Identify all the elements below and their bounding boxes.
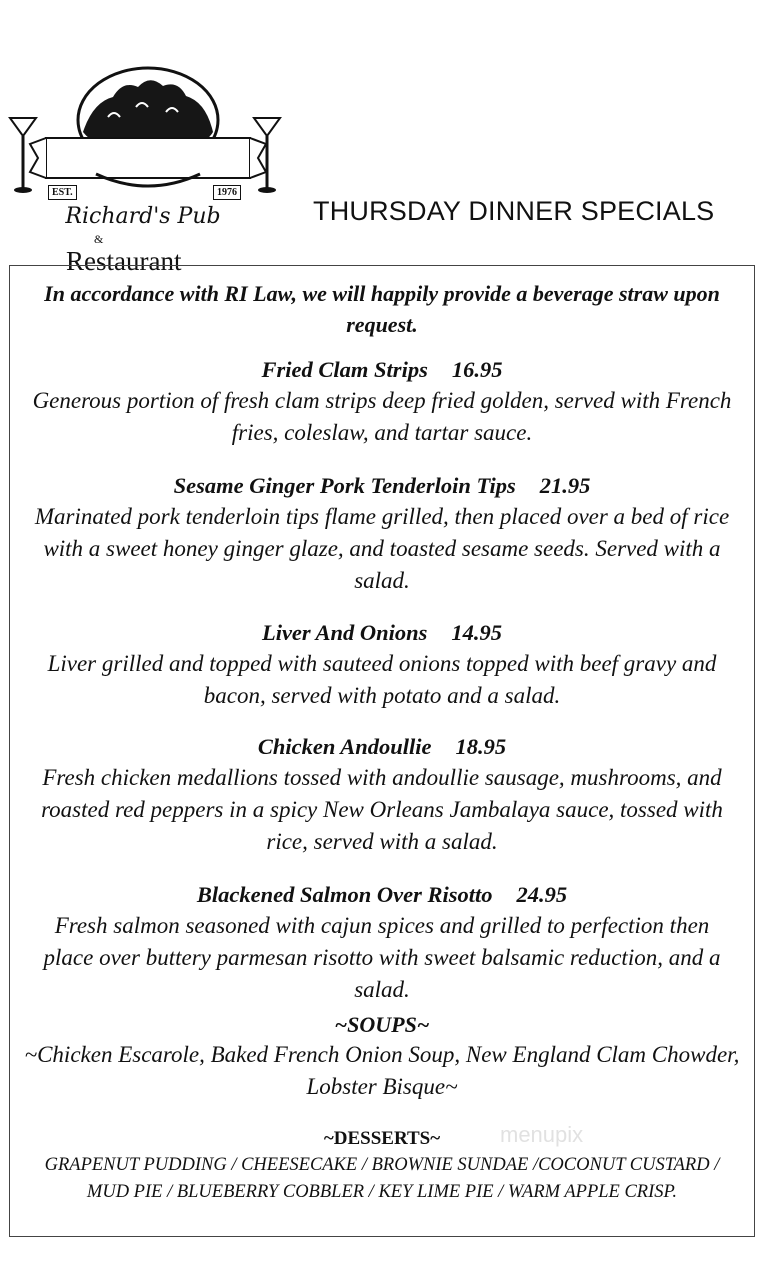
dish-name: Blackened Salmon Over Risotto [196, 882, 493, 907]
dish-name: Liver And Onions [261, 620, 428, 645]
dish-name: Fried Clam Strips [261, 357, 428, 382]
dish-description: Generous portion of fresh clam strips deep fried golden, served with French fries, coleslaw, and tartar sauce. [32, 388, 732, 445]
dish-item [10, 880, 754, 1006]
pub-name: Richard's Pub [65, 204, 221, 229]
dish-title [10, 618, 754, 648]
dish-title [10, 880, 754, 910]
dish-description: Marinated pork tenderloin tips flame grilled, then placed over a bed of rice with a sweet honey ginger glaze, and toasted sesame seeds. Served with a salad. [34, 504, 730, 593]
soups-list: ~Chicken Escarole, Baked French Onion Soup, New England Clam Chowder, Lobster Bisque~ [24, 1042, 740, 1099]
dish-name: Sesame Ginger Pork Tenderloin Tips [173, 473, 516, 498]
dish-price: 21.95 [539, 473, 591, 498]
soups-section [10, 1011, 754, 1103]
page-title: THURSDAY DINNER SPECIALS [313, 196, 715, 226]
menu-box [9, 265, 755, 1237]
dish-price: 14.95 [451, 620, 503, 645]
dish-price: 16.95 [451, 357, 503, 382]
dish-description: Fresh chicken medallions tossed with andoullie sausage, mushrooms, and roasted red peppers in a spicy New Orleans Jambalaya sauce, tossed with rice, served with a salad. [41, 765, 723, 854]
desserts-title: ~DESSERTS~ [323, 1128, 441, 1149]
desserts-list: GRAPENUT PUDDING / CHEESECAKE / BROWNIE SUNDAE /COCONUT CUSTARD / MUD PIE / BLUEBERRY COBBLER / KEY LIME PIE / WARM APPLE CRISP. [44, 1155, 720, 1202]
established-label: EST. [48, 185, 77, 200]
watermark: menupix [500, 1122, 584, 1147]
dish-item [10, 355, 754, 449]
established-year: 1976 [213, 185, 241, 200]
dish-item [10, 471, 754, 597]
desserts-section [10, 1126, 754, 1206]
dish-title [10, 355, 754, 385]
soups-title: ~SOUPS~ [334, 1012, 430, 1037]
dish-description: Fresh salmon seasoned with cajun spices and grilled to perfection then place over buttery parmesan risotto with sweet balsamic reduction, and a salad. [43, 913, 721, 1002]
dish-description: Liver grilled and topped with sauteed onions topped with beef gravy and bacon, served with potato and a salad. [47, 651, 717, 708]
dish-item [10, 618, 754, 712]
dish-price: 18.95 [455, 734, 507, 759]
dish-price: 24.95 [516, 882, 568, 907]
dish-name: Chicken Andoullie [257, 734, 432, 759]
straw-notice: In accordance with RI Law, we will happily provide a beverage straw upon request. [44, 281, 720, 337]
restaurant-word: Restaurant [66, 246, 182, 276]
restaurant-logo [8, 62, 288, 276]
dish-title [10, 471, 754, 501]
dish-item [10, 732, 754, 858]
dish-title [10, 732, 754, 762]
ampersand: & [94, 232, 104, 246]
